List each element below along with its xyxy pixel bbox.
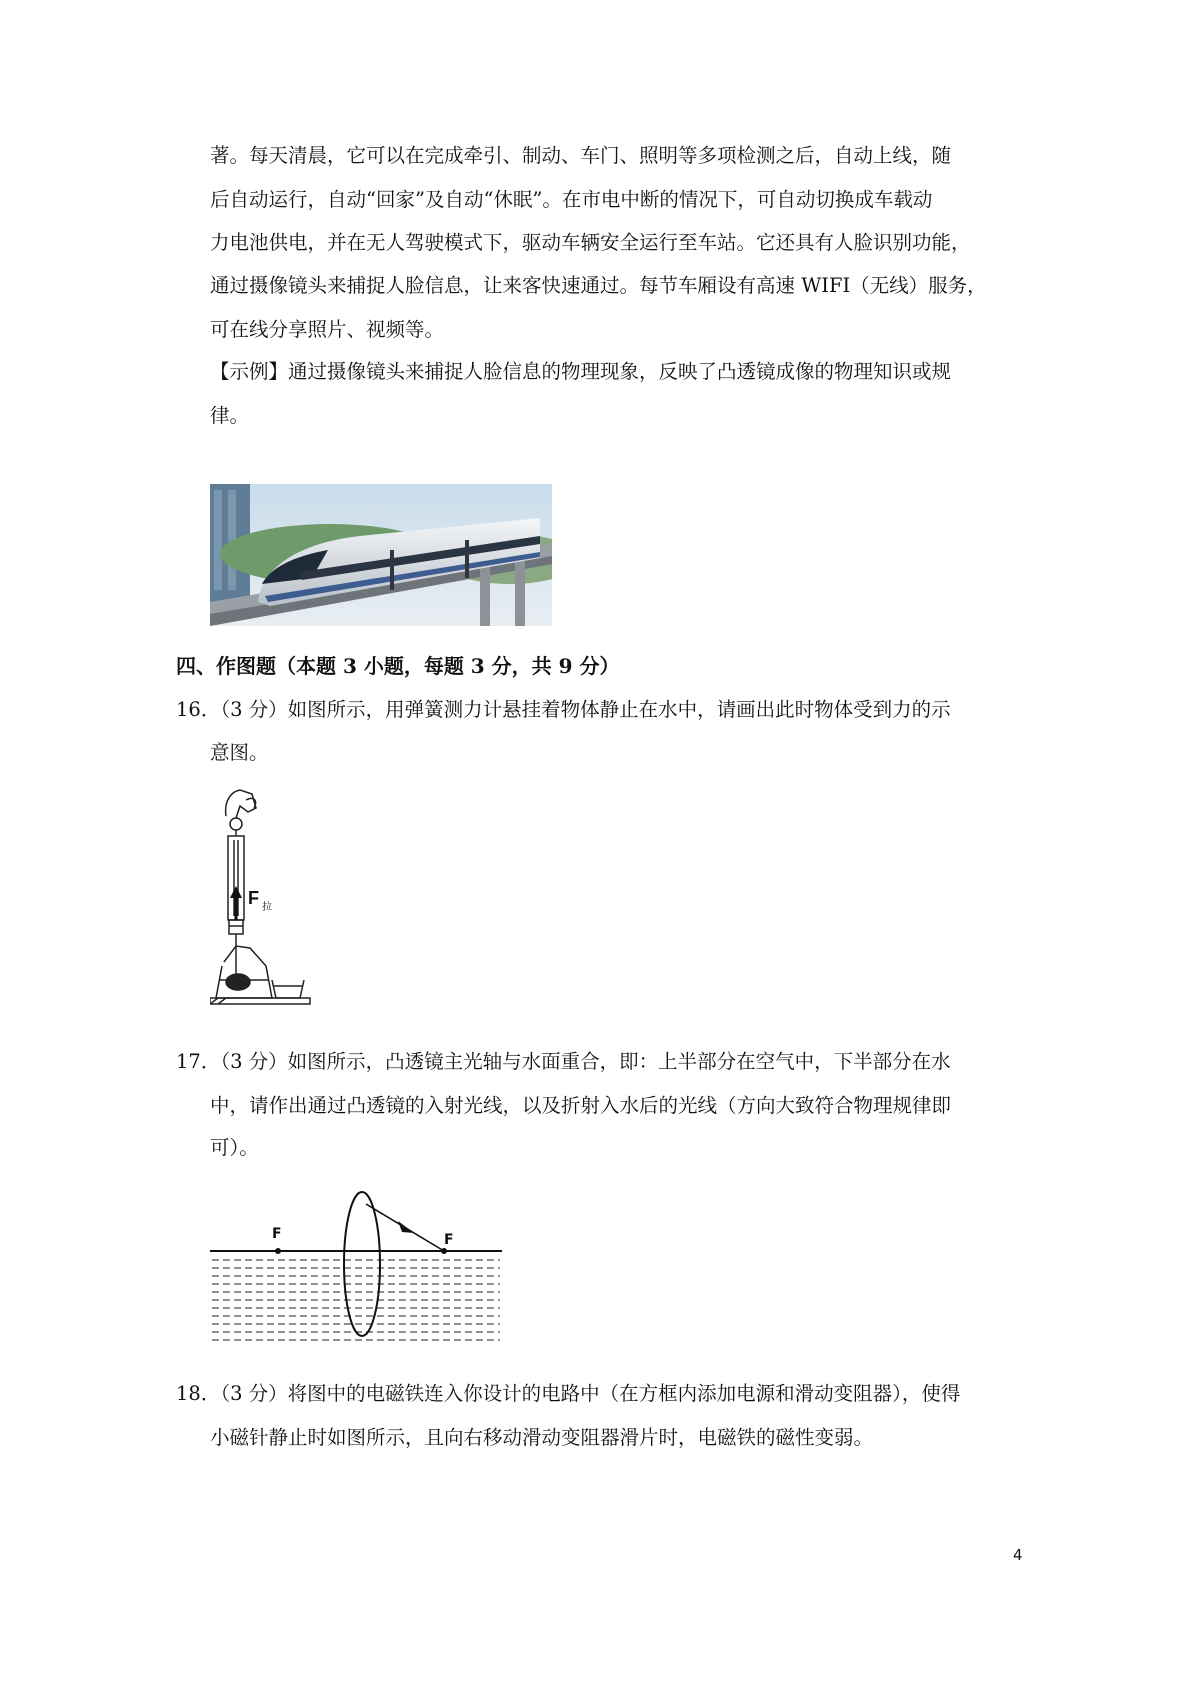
question-18-line: 18．（3 分）将图中的电磁铁连入你设计的电路中（在方框内添加电源和滑动变阻器），使得 — [176, 1382, 961, 1405]
passage-line: 通过摄像镜头来捕捉人脸信息，让来客快速通过。每节车厢设有高速 WIFI（无线）服务， — [210, 274, 987, 297]
focal-point-right — [441, 1248, 447, 1254]
focal-label-left: F — [272, 1226, 282, 1242]
question-16-line: 意图。 — [210, 741, 269, 764]
force-subscript: 拉 — [262, 902, 272, 913]
question-17-line: 中，请作出通过凸透镜的入射光线，以及折射入水后的光线（方向大致符合物理规律即 — [210, 1094, 952, 1117]
question-18-line: 小磁针静止时如图所示，且向右移动滑动变阻器滑片时，电磁铁的磁性变弱。 — [210, 1426, 874, 1449]
passage-line: 著。每天清晨，它可以在完成牵引、制动、车门、照明等多项检测之后，自动上线，随 — [210, 144, 952, 167]
focal-point-left — [275, 1248, 281, 1254]
example-line: 【示例】通过摄像镜头来捕捉人脸信息的物理现象，反映了凸透镜成像的物理知识或规 — [210, 360, 952, 383]
force-label: F — [248, 888, 259, 908]
passage-line: 力电池供电，并在无人驾驶模式下，驱动车辆安全运行至车站。它还具有人脸识别功能， — [210, 231, 971, 254]
example-line: 律。 — [210, 404, 250, 427]
passage-line: 后自动运行，自动“回家”及自动“休眠”。在市电中断的情况下，可自动切换成车载动 — [210, 188, 933, 211]
question-16-line: 16．（3 分）如图所示，用弹簧测力计悬挂着物体静止在水中，请画出此时物体受到力的示 — [176, 698, 951, 721]
question-17-line: 17．（3 分）如图所示，凸透镜主光轴与水面重合，即：上半部分在空气中，下半部分在水 — [176, 1050, 951, 1073]
page-number: 4 — [1013, 1546, 1023, 1564]
convex-lens — [344, 1192, 380, 1336]
maglev-train-photo — [210, 484, 552, 626]
spring-scale-figure — [210, 786, 320, 1018]
question-17-line: 可）。 — [210, 1136, 259, 1159]
passage-line: 可在线分享照片、视频等。 — [210, 318, 445, 341]
convex-lens-water-figure — [210, 1188, 502, 1348]
focal-label-right: F — [444, 1232, 454, 1248]
force-arrow-head — [230, 886, 242, 898]
section-heading: 四、作图题（本题 3 小题，每题 3 分，共 9 分） — [176, 654, 620, 678]
